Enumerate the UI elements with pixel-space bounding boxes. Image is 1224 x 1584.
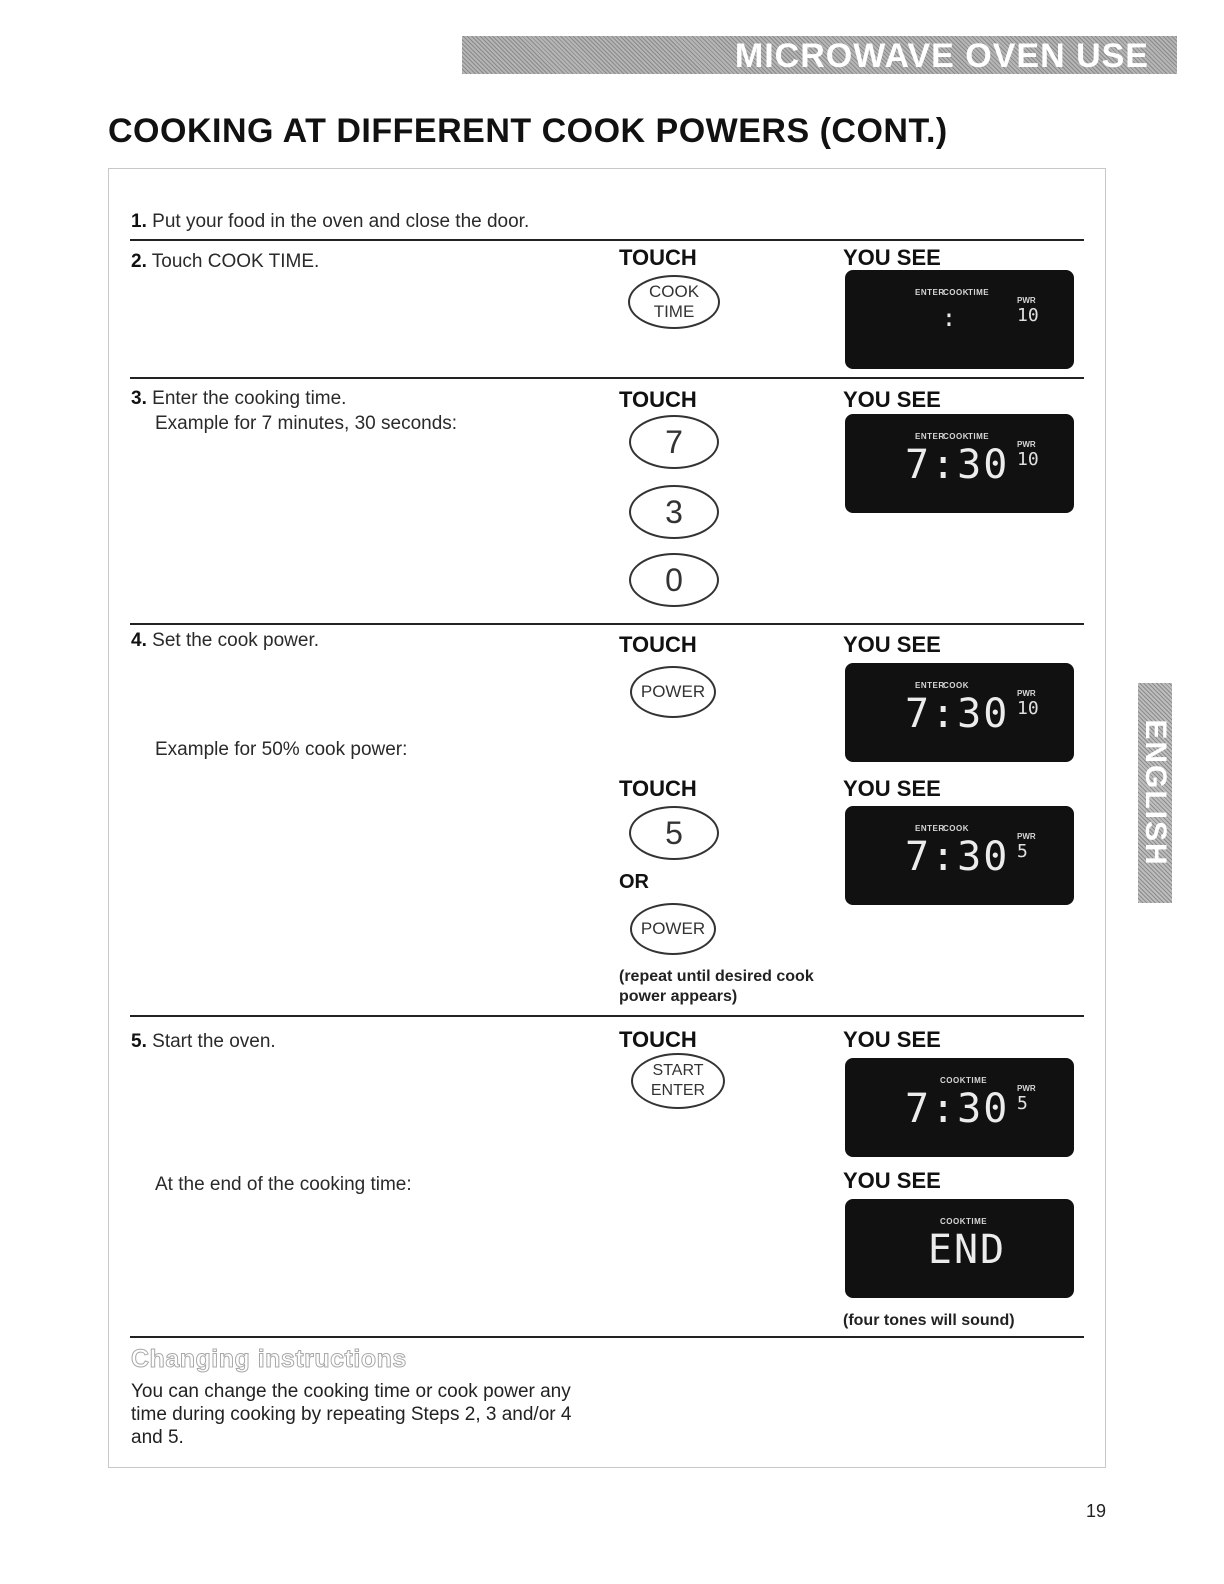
indicator: TIME xyxy=(968,288,990,297)
key-label: START xyxy=(652,1062,704,1079)
pwr-indicator: PWR xyxy=(1017,440,1036,449)
page-number: 19 xyxy=(1086,1501,1107,1521)
step-number: 3. xyxy=(131,388,147,409)
pwr-value: 10 xyxy=(1017,449,1039,470)
key-7[interactable]: 7 xyxy=(629,415,719,469)
indicator: TIME xyxy=(968,432,990,441)
indicator: ENTER xyxy=(915,681,945,690)
indicator: COOK xyxy=(943,681,969,690)
pwr-indicator: PWR xyxy=(1017,832,1036,841)
time-digits: 7:30 xyxy=(905,834,1010,880)
language-tab-label: ENGLISH xyxy=(1139,719,1172,867)
pwr-indicator: PWR xyxy=(1017,1084,1036,1093)
or-label: OR xyxy=(619,871,649,893)
indicator: COOK xyxy=(940,1076,966,1085)
indicator: TIME xyxy=(966,1076,988,1085)
oven-display xyxy=(845,663,1074,762)
step-5 xyxy=(131,1031,276,1053)
step-text: Start the oven. xyxy=(152,1031,276,1052)
indicator: COOK xyxy=(943,432,969,441)
time-digits: 7:30 xyxy=(905,691,1010,737)
indicator: COOK xyxy=(940,1217,966,1226)
pwr-indicator: PWR xyxy=(1017,689,1036,698)
key-label: TIME xyxy=(653,302,695,321)
repeat-note: (repeat until desired cook power appears) xyxy=(619,968,814,1005)
divider xyxy=(130,377,1084,379)
page-title: COOKING AT DIFFERENT COOK POWERS (CONT.) xyxy=(108,112,948,150)
step-text: Put your food in the oven and close the door. xyxy=(152,211,530,232)
changing-instructions-body: You can change the cooking time or cook power any time during cooking by repeating Steps 2, 3 and/or 4 and 5. xyxy=(131,1381,572,1448)
step-example: Example for 50% cook power: xyxy=(155,739,408,760)
you-see-heading: YOU SEE xyxy=(843,1027,941,1052)
start-enter-key[interactable] xyxy=(631,1053,725,1109)
step-text: Touch COOK TIME. xyxy=(151,251,320,272)
key-5[interactable]: 5 xyxy=(629,806,719,860)
oven-display xyxy=(845,1058,1074,1157)
step-3 xyxy=(131,388,346,410)
you-see-heading: YOU SEE xyxy=(843,1168,941,1193)
time-digits: : xyxy=(941,304,959,332)
oven-display xyxy=(845,1199,1074,1298)
step-text: Enter the cooking time. xyxy=(152,388,347,409)
you-see-heading: YOU SEE xyxy=(843,387,941,412)
divider xyxy=(130,1015,1084,1017)
time-digits: 7:30 xyxy=(905,1086,1010,1132)
step-number: 2. xyxy=(131,251,147,272)
step-number: 5. xyxy=(131,1031,147,1052)
language-tab xyxy=(1138,683,1172,903)
end-digits: END xyxy=(927,1227,1007,1273)
divider xyxy=(130,1336,1084,1338)
key-3[interactable]: 3 xyxy=(629,485,719,539)
key-label: ENTER xyxy=(650,1082,706,1099)
tones-note: (four tones will sound) xyxy=(843,1312,1015,1329)
you-see-heading: YOU SEE xyxy=(843,632,941,657)
indicator: TIME xyxy=(966,1217,988,1226)
you-see-heading: YOU SEE xyxy=(843,245,941,270)
section-banner: MICROWAVE OVEN USE xyxy=(462,36,1177,74)
you-see-heading: YOU SEE xyxy=(843,776,941,801)
step-text: Set the cook power. xyxy=(152,630,320,651)
end-of-cooking-text: At the end of the cooking time: xyxy=(155,1174,412,1195)
touch-heading: TOUCH xyxy=(619,1027,697,1052)
oven-display xyxy=(845,270,1074,369)
time-digits: 7:30 xyxy=(905,442,1010,488)
pwr-value: 10 xyxy=(1017,305,1039,326)
pwr-value: 5 xyxy=(1017,841,1028,862)
divider xyxy=(130,239,1084,241)
touch-heading: TOUCH xyxy=(619,632,697,657)
step-number: 4. xyxy=(131,630,147,651)
indicator: COOK xyxy=(943,824,969,833)
cook-time-key[interactable] xyxy=(628,275,720,329)
touch-heading: TOUCH xyxy=(619,776,697,801)
key-label: COOK xyxy=(648,282,700,301)
step-example: Example for 7 minutes, 30 seconds: xyxy=(155,413,458,434)
step-2 xyxy=(131,251,319,273)
indicator: COOK xyxy=(943,288,969,297)
power-key[interactable]: POWER xyxy=(630,666,716,718)
touch-heading: TOUCH xyxy=(619,387,697,412)
pwr-value: 5 xyxy=(1017,1093,1028,1114)
key-0[interactable]: 0 xyxy=(629,553,719,607)
power-key[interactable]: POWER xyxy=(630,903,716,955)
oven-display xyxy=(845,806,1074,905)
touch-heading: TOUCH xyxy=(619,245,697,270)
indicator: ENTER xyxy=(915,824,945,833)
pwr-value: 10 xyxy=(1017,698,1039,719)
step-1 xyxy=(131,211,529,233)
oven-display xyxy=(845,414,1074,513)
pwr-indicator: PWR xyxy=(1017,296,1036,305)
changing-instructions-heading: Changing instructions xyxy=(131,1345,407,1373)
divider xyxy=(130,623,1084,625)
indicator: ENTER xyxy=(915,432,945,441)
indicator: ENTER xyxy=(915,288,945,297)
step-4 xyxy=(131,630,319,652)
step-number: 1. xyxy=(131,211,147,232)
